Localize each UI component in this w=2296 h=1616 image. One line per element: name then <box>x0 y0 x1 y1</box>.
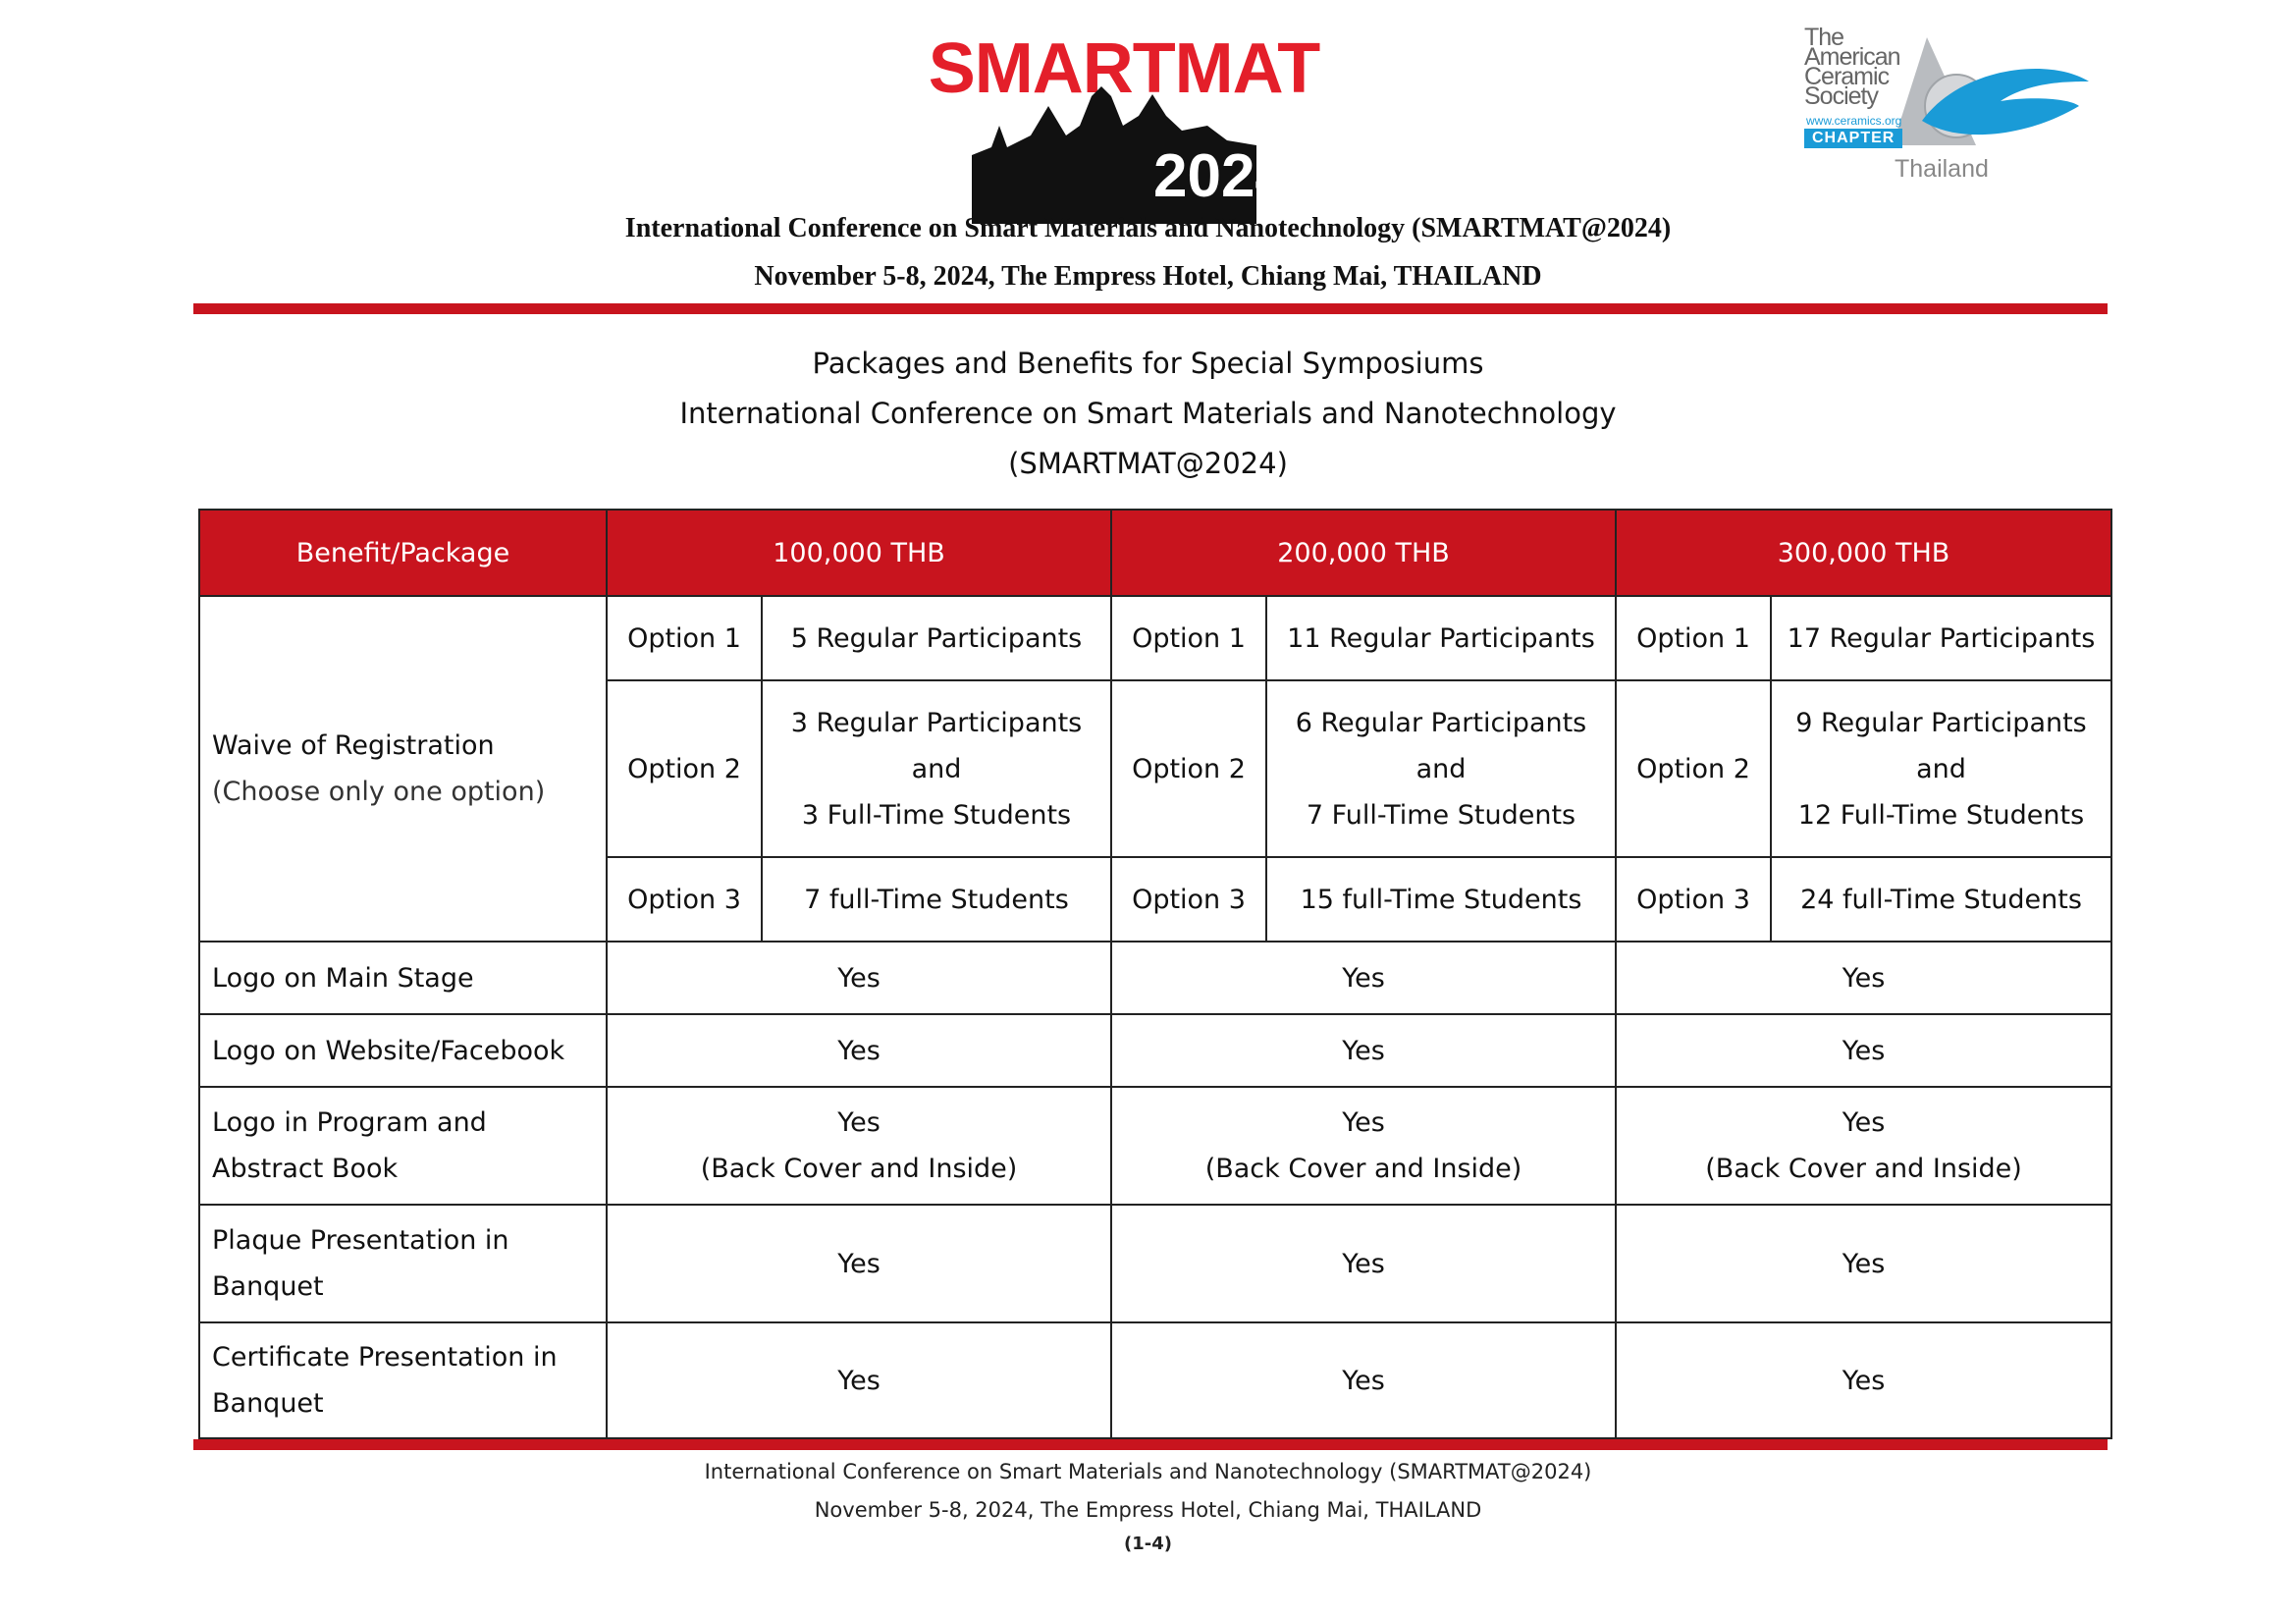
header-divider <box>193 303 2108 314</box>
option-value: 5 Regular Participants <box>762 596 1111 680</box>
option-value: 15 full-Time Students <box>1266 857 1616 942</box>
footer-date-venue: November 5-8, 2024, The Empress Hotel, Chiang Mai, THAILAND <box>814 1498 1482 1522</box>
benefit-value: Yes <box>1616 1014 2111 1087</box>
footer-divider <box>193 1439 2108 1450</box>
benefit-label: Logo in Program and Abstract Book <box>199 1087 607 1205</box>
benefit-value: Yes <box>1111 1322 1616 1438</box>
waive-registration-note: (Choose only one option) <box>212 777 546 807</box>
option-value: 6 Regular Participants and 7 Full-Time Students <box>1266 680 1616 857</box>
waive-registration-label: Waive of Registration <box>212 730 495 761</box>
option-label: Option 3 <box>1616 857 1771 942</box>
benefit-value: Yes <box>1616 942 2111 1014</box>
footer-conference-title: International Conference on Smart Materials and Nanotechnology (SMARTMAT@2024) <box>704 1460 1592 1483</box>
benefit-value: Yes <box>1616 1205 2111 1322</box>
benefit-label: Plaque Presentation in Banquet <box>199 1205 607 1322</box>
benefit-value: Yes <box>607 942 1111 1014</box>
acers-chapter-badge: CHAPTER <box>1804 129 1902 148</box>
option-value: 24 full-Time Students <box>1771 857 2111 942</box>
header-package-100k: 100,000 THB <box>607 510 1111 596</box>
document-subtitle: International Conference on Smart Materials and Nanotechnology <box>679 397 1617 430</box>
waive-registration-cell <box>199 596 607 942</box>
option-label: Option 2 <box>1616 680 1771 857</box>
benefit-value: Yes <box>607 1014 1111 1087</box>
table-row <box>199 942 2111 1014</box>
conference-date-venue: November 5-8, 2024, The Empress Hotel, Chiang Mai, THAILAND <box>754 261 1542 292</box>
document-subtitle-acronym: (SMARTMAT@2024) <box>1008 447 1288 480</box>
table-row <box>199 1014 2111 1087</box>
packages-table <box>198 509 2112 1439</box>
header-package-200k: 200,000 THB <box>1111 510 1616 596</box>
acers-chapter-logo <box>1804 24 2109 194</box>
benefit-value: Yes <box>1616 1322 2111 1438</box>
acers-name: The American Ceramic Society <box>1804 24 1900 110</box>
option-label: Option 3 <box>1111 857 1266 942</box>
benefit-value: Yes (Back Cover and Inside) <box>1111 1087 1616 1205</box>
table-row <box>199 1087 2111 1205</box>
benefit-value: Yes (Back Cover and Inside) <box>1616 1087 2111 1205</box>
benefit-value: Yes <box>607 1205 1111 1322</box>
option-value: 17 Regular Participants <box>1771 596 2111 680</box>
document-title: Packages and Benefits for Special Symposiums <box>812 347 1484 380</box>
option-value: 3 Regular Participants and 3 Full-Time Students <box>762 680 1111 857</box>
option-label: Option 1 <box>1111 596 1266 680</box>
benefit-value: Yes <box>1111 1014 1616 1087</box>
option-value: 11 Regular Participants <box>1266 596 1616 680</box>
benefit-value: Yes (Back Cover and Inside) <box>607 1087 1111 1205</box>
benefit-label: Certificate Presentation in Banquet <box>199 1322 607 1438</box>
smartmat-logo-word: SMARTMAT <box>928 29 1320 108</box>
page-number: (1-4) <box>1124 1534 1172 1554</box>
table-row-option-1 <box>199 596 2111 680</box>
option-value: 7 full-Time Students <box>762 857 1111 942</box>
acers-url: www.ceramics.org <box>1806 114 1902 128</box>
smartmat-logo-year: 2024 <box>1153 142 1289 210</box>
table-row <box>199 1322 2111 1438</box>
table-header-row <box>199 510 2111 596</box>
benefit-label: Logo on Website/Facebook <box>199 1014 607 1087</box>
header-benefit-package: Benefit/Package <box>199 510 607 596</box>
acers-globe-icon <box>1883 27 2109 155</box>
conference-title: International Conference on Smart Materials and Nanotechnology (SMARTMAT@2024) <box>624 213 1672 243</box>
option-label: Option 3 <box>607 857 762 942</box>
option-label: Option 1 <box>1616 596 1771 680</box>
benefit-label: Logo on Main Stage <box>199 942 607 1014</box>
option-label: Option 1 <box>607 596 762 680</box>
option-label: Option 2 <box>1111 680 1266 857</box>
smartmat-logo <box>908 29 1340 210</box>
header-package-300k: 300,000 THB <box>1616 510 2111 596</box>
benefit-value: Yes <box>1111 942 1616 1014</box>
option-value: 9 Regular Participants and 12 Full-Time Students <box>1771 680 2111 857</box>
benefit-value: Yes <box>1111 1205 1616 1322</box>
option-label: Option 2 <box>607 680 762 857</box>
acers-country: Thailand <box>1895 155 1989 183</box>
benefit-value: Yes <box>607 1322 1111 1438</box>
table-row <box>199 1205 2111 1322</box>
